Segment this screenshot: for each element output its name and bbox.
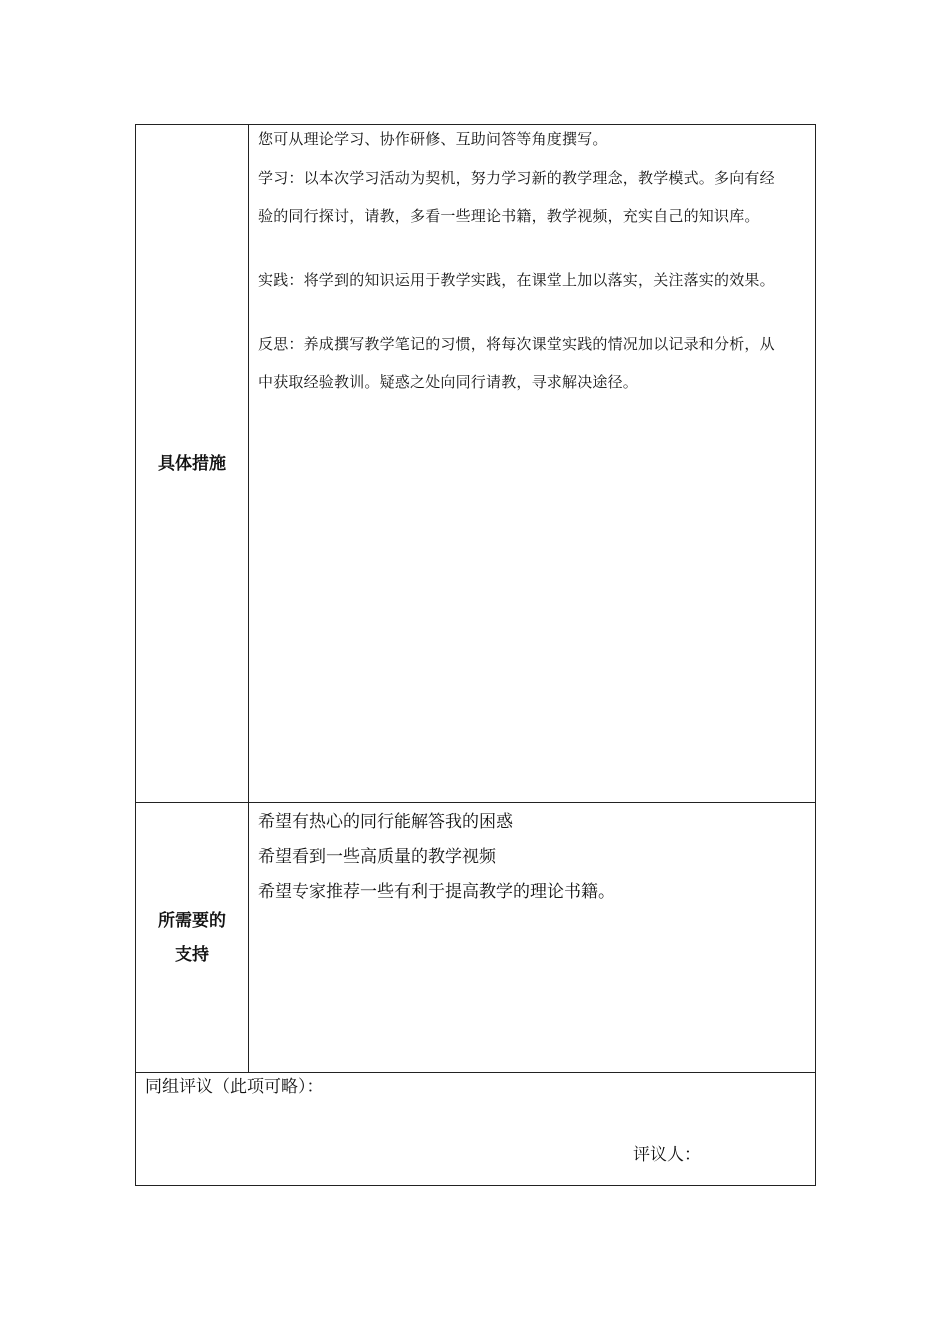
paragraph-gap <box>258 235 807 261</box>
measures-content <box>249 125 815 802</box>
support-label <box>136 803 249 1072</box>
support-item: 希望有热心的同行能解答我的困惑 <box>258 812 513 832</box>
support-item: 希望看到一些高质量的教学视频 <box>258 847 496 867</box>
support-row <box>136 803 815 1073</box>
measures-reflection-line-2: 中获取经验教训。疑惑之处向同行请教，寻求解决途径。 <box>258 373 639 391</box>
support-label-line-1: 所需要的 <box>158 910 226 931</box>
support-content <box>249 803 815 1072</box>
support-label-line-2: 支持 <box>175 944 209 965</box>
support-item: 希望专家推荐一些有利于提高教学的理论书籍。 <box>258 882 615 902</box>
measures-reflection-line-1: 反思：养成撰写教学笔记的习惯，将每次课堂实践的情况加以记录和分析，从 <box>258 335 775 353</box>
paragraph-gap <box>258 299 807 325</box>
review-row <box>136 1073 815 1185</box>
measures-intro: 您可从理论学习、协作研修、互助问答等角度撰写。 <box>258 130 608 148</box>
measures-row <box>136 125 815 803</box>
measures-label <box>136 125 249 802</box>
measures-study-line-2: 验的同行探讨，请教，多看一些理论书籍，教学视频，充实自己的知识库。 <box>258 207 760 225</box>
review-title: 同组评议（此项可略）： <box>145 1077 324 1097</box>
measures-label-text: 具体措施 <box>158 453 226 474</box>
measures-study-line-1: 学习：以本次学习活动为契机，努力学习新的教学理念，教学模式。多向有经 <box>258 169 775 187</box>
measures-practice: 实践：将学到的知识运用于教学实践，在课堂上加以落实，关注落实的效果。 <box>258 271 775 289</box>
plan-table <box>135 124 816 1186</box>
reviewer-label: 评议人： <box>633 1145 701 1165</box>
